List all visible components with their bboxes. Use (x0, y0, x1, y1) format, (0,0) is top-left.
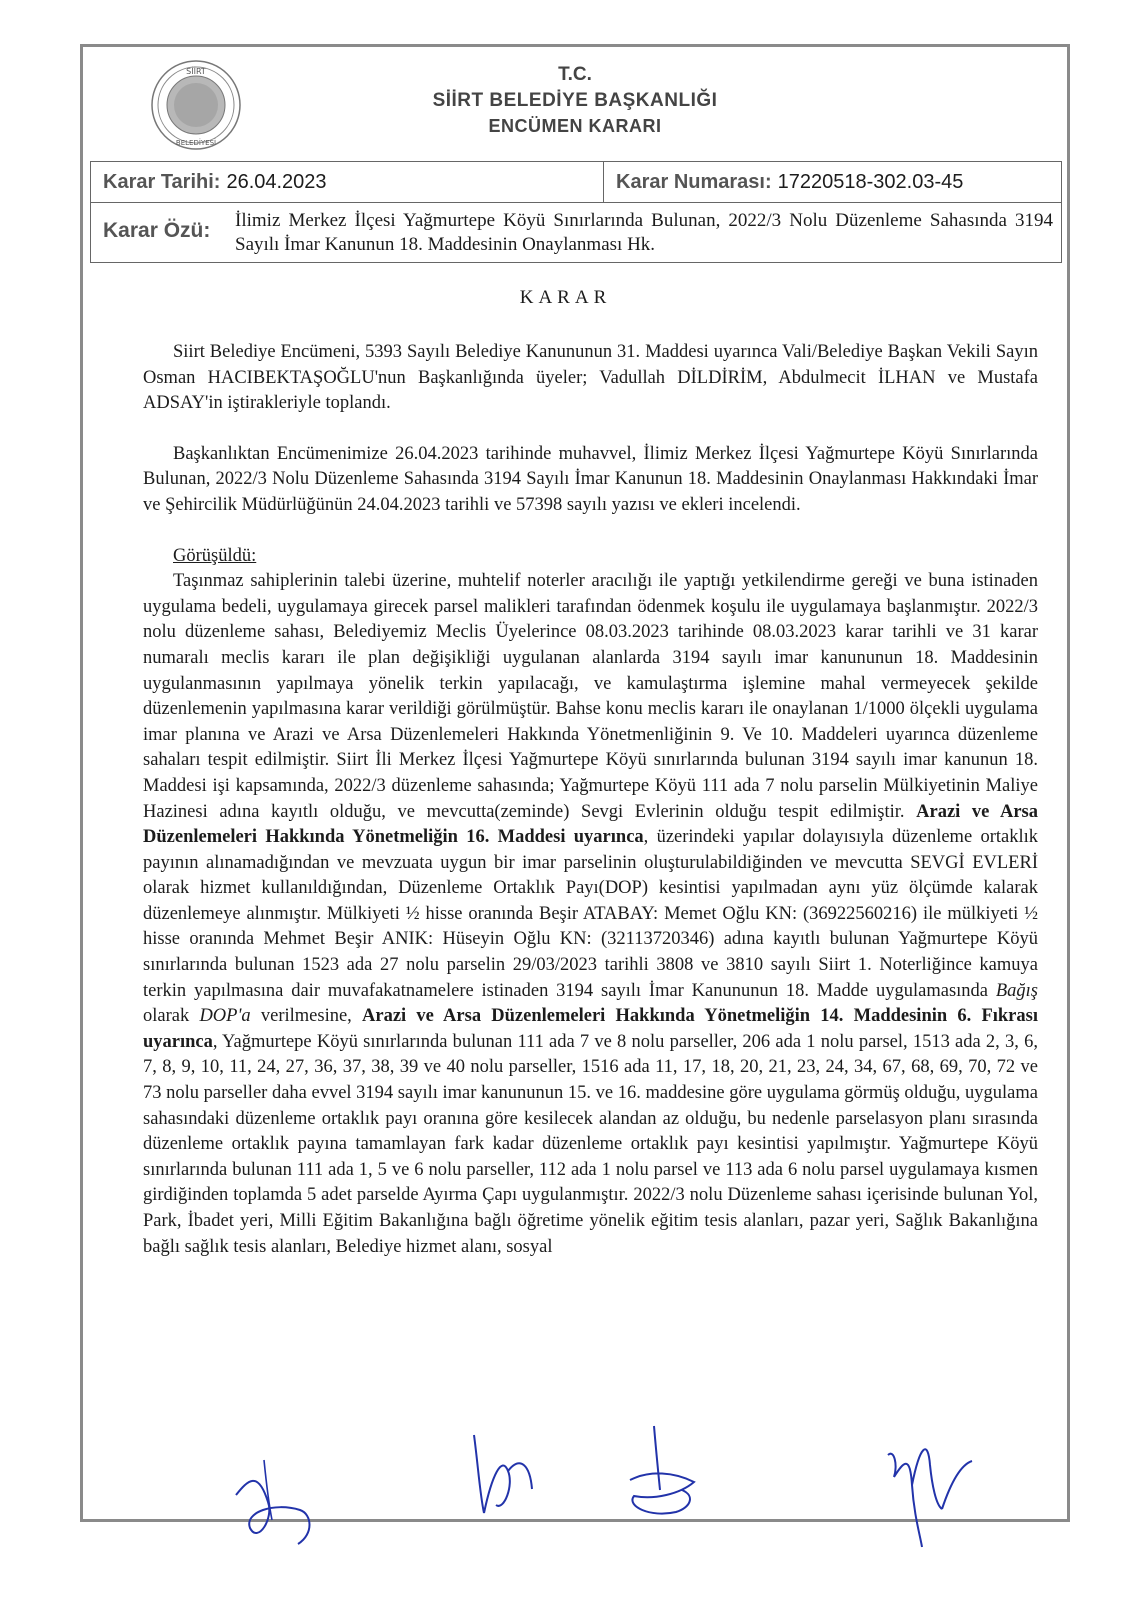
decision-meta-row (90, 161, 1062, 203)
signature-4 (880, 1425, 990, 1555)
signature-1 (228, 1440, 338, 1560)
signature-3 (610, 1420, 710, 1530)
decision-date-cell (91, 162, 604, 202)
gorusuldu-heading: Görüşüldü: (173, 545, 257, 566)
decision-number-value: 17220518-302.03-45 (777, 170, 964, 193)
header-line-document-type: ENCÜMEN KARARI (488, 116, 662, 136)
decision-number-cell (604, 162, 963, 202)
body-paragraph-2: Başkanlıktan Encümenimize 26.04.2023 tarihinde muhavvel, İlimiz Merkez İlçesi Yağmurtepe Köyü Sınırlarında Bulunan, 2022/3 Nolu Düzenleme Sahasında 3194 Sayılı İmar Kanunun 18. Maddesinin Onaylanması Hakkındaki İmar ve Şehircilik Müdürlüğünün 24.04.2023 tarihli ve 57398 sayılı yazısı ve ekleri incelendi. (143, 443, 1038, 515)
decision-summary-text: İlimiz Merkez İlçesi Yağmurtepe Köyü Sınırlarında Bulunan, 2022/3 Nolu Düzenleme Sahasında 3194 Sayılı İmar Kanunun 18. Maddesinin Onaylanması Hk. (235, 210, 1053, 255)
body-paragraph-3: Taşınmaz sahiplerinin talebi üzerine, muhtelif noterler aracılığı ile yaptığı yetkilendirme gereği ve buna istinaden uygulama bedeli, uygulamaya girecek parsel malikleri tarafından ödenmek koşulu ile uygulamaya başlanmıştır. 2022/3 nolu düzenleme sahası, Belediyemiz Meclis Üyelerince 08.03.2023 tarihinde 08.03.2023 karar tarihli ve 31 karar numaralı meclis kararı ile plan değişikliği uygulanan alanlarda 3194 sayılı imar kanununun 18. Maddesinin uygulanmasının yapılmaya yönelik terkin yapılacağı, ve kamulaştırma işlemine mahal vermeyecek şekilde düzenlemenin yapılmasına karar verildiği görülmüştür. Bahse konu meclis kararı ile onaylanan 1/1000 ölçekli uygulama imar planına ve Arazi ve Arsa Düzenlemeleri Hakkında Yönetmenliğinin 9. Ve 10. Maddeleri uyarınca düzenleme sahaları tespit edilmiştir. Siirt İli Merkez İlçesi Yağmurtepe Köyü sınırlarında bulunan 3194 sayılı imar kanunun 18. Maddesi işi kapsamında, 2022/3 düzenleme sahasında; Yağmurtepe Köyü 111 ada 7 nolu parselin Mülkiyetinin Maliye Hazinesi adına kayıtlı olduğu, ve mevcutta(zeminde) Sevgi Evlerinin olduğu tespit edilmiştir. Arazi ve Arsa Düzenlemeleri Hakkında Yönetmeliğin 16. Maddesi uyarınca, üzerindeki yapılar dolayısıyla düzenleme ortaklık payının alınamadığından ve mevzuata uygun bir imar parselinin oluşturulabildiğinden ve mevcutta SEVGİ EVLERİ olarak hizmet kullanıldığından, Düzenleme Ortaklık Payı(DOP) kesintisi yapılmadan aynı yüz ölçümde kalarak düzenlemeye alınmıştır. Mülkiyeti ½ hisse oranında Beşir ATABAY: Memet Oğlu KN: (36922560216) ile mülkiyeti ½ hisse oranında Mehmet Beşir ANIK: Hüseyin Oğlu KN: (32113720346) adına kayıtlı bulunan Yağmurtepe Köyü sınırlarında bulunan 1523 ada 27 nolu parselin 29/03/2023 tarihli 3808 ve 3810 sayılı Siirt 1. Noterliğince kamuya terkin yapılmasına dair muvafakatnamelere istinaden 3194 sayılı İmar Kanununun 18. Madde uygulamasında Bağış olarak DOP'a verilmesine, Arazi ve Arsa Düzenlemeleri Hakkında Yönetmeliğin 14. Maddesinin 6. Fıkrası uyarınca, Yağmurtepe Köyü sınırlarında bulunan 111 ada 7 ve 8 nolu parseller, 206 ada 1 nolu parsel, 1513 ada 2, 3, 6, 7, 8, 9, 10, 11, 24, 27, 36, 37, 38, 39 ve 40 nolu parseller, 1516 ada 11, 17, 18, 20, 21, 23, 24, 34, 67, 68, 69, 70, 72 ve 73 nolu parseller daha evvel 3194 sayılı imar kanununun 15. ve 16. maddesine göre uygulama görmüş olduğu, uygulama sahasındaki düzenleme ortaklık payı oranına göre kesilecek alandan az olduğu, bu nedenle parselasyon planı sırasında düzenleme ortaklık payına tamamlayan fark kadar düzenleme ortaklık payı kesintisi yapılmıştır. Yağmurtepe Köyü sınırlarında bulunan 111 ada 1, 5 ve 6 nolu parseller, 112 ada 1 nolu parsel ve 113 ada 6 nolu parsel uygulamaya kısmen girdiğinden toplamda 5 adet parselde Ayırma Çapı uygulanmıştır. 2022/3 nolu Düzenleme sahası içerisinde bulunan Yol, Park, İbadet yeri, Milli Eğitim Bakanlığına bağlı öğretime yönelik eğitim tesis alanları, pazar yeri, Sağlık Bakanlığına bağlı sağlık tesis alanları, Belediye hizmet alanı, sosyal (143, 571, 1038, 1257)
document-body (143, 340, 1038, 1260)
decision-number-label: Karar Numarası: (616, 170, 772, 193)
regulation-reference-14: Arazi ve Arsa Düzenlemeleri Hakkında Yönetmeliğin 14. Maddesinin 6. Fıkrası uyarınca (143, 1006, 1038, 1052)
document-title: KARAR (519, 287, 612, 308)
decision-summary-label: Karar Özü: (103, 219, 211, 242)
regulation-reference-16: Arazi ve Arsa Düzenlemeleri Hakkında Yönetmeliğin 16. Maddesi uyarınca (143, 801, 1038, 848)
signature-2 (468, 1415, 548, 1525)
svg-text:SİİRT: SİİRT (186, 67, 206, 76)
decision-summary-row (90, 203, 1062, 263)
svg-text:BELEDİYESİ: BELEDİYESİ (175, 139, 217, 147)
header-line-institution: SİİRT BELEDİYE BAŞKANLIĞI (432, 90, 718, 111)
body-paragraph-1: Siirt Belediye Encümeni, 5393 Sayılı Belediye Kanununun 31. Maddesi uyarınca Vali/Belediye Başkan Vekili Sayın Osman HACIBEKTAŞOĞLU'nun Başkanlığında üyeler; Vadullah DİLDİRİM, Abdulmecit İLHAN ve Mustafa ADSAY'in iştirakleriyle toplandı. (143, 342, 1038, 414)
document-header (84, 48, 1066, 160)
decision-date-value: 26.04.2023 (226, 170, 327, 193)
header-line-tc: T.C. (558, 64, 592, 85)
decision-date-label: Karar Tarihi: (103, 170, 221, 193)
